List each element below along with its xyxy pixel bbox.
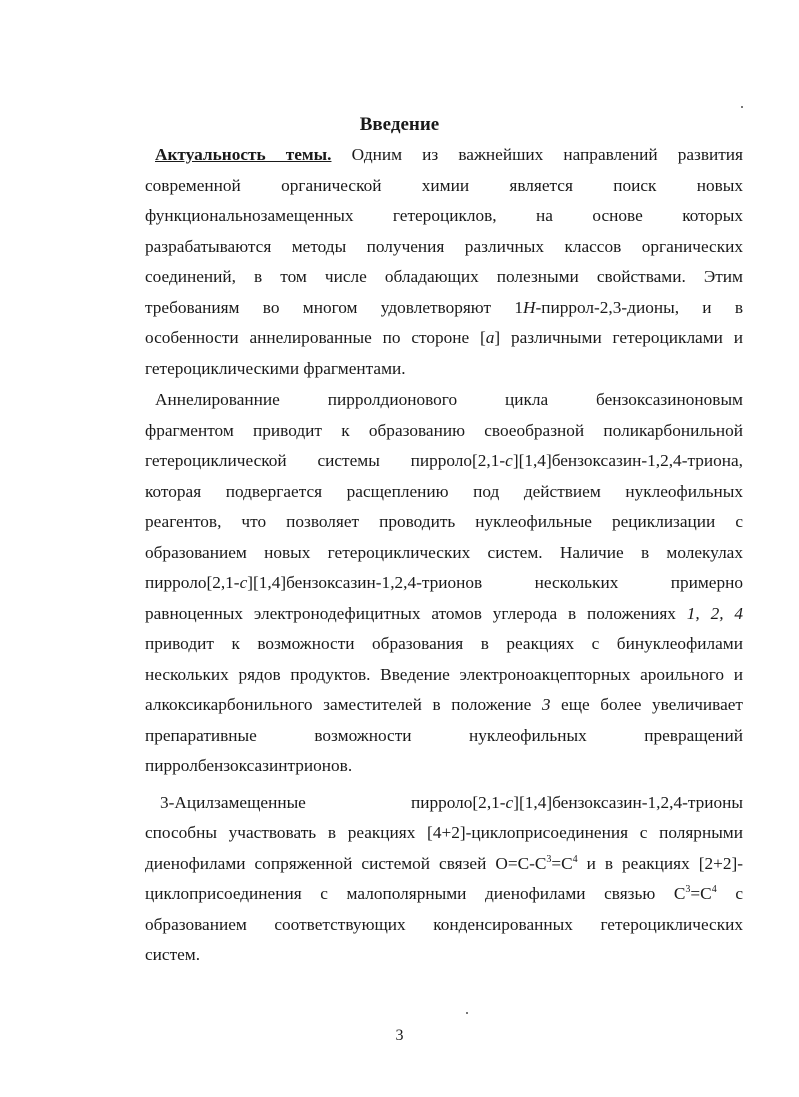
text-run: еще более увеличивает — [550, 695, 743, 714]
text-run: 1, 2, 4 — [686, 603, 743, 623]
text-line — [145, 910, 743, 941]
text-run: требованиям во многом удовлетворяют 1 — [145, 297, 523, 317]
text-run: современной органической химии является поиск новых — [145, 175, 743, 195]
text-line — [145, 201, 743, 232]
text-line — [145, 323, 743, 354]
text-line — [145, 879, 743, 910]
text-run: c — [239, 573, 248, 592]
text-run: ][1,4]бензоксазин-1,2,4-трионов нескольких примерно — [247, 573, 743, 592]
text-line — [145, 690, 743, 721]
page-number: 3 — [395, 1027, 404, 1044]
text-run: c — [505, 792, 514, 812]
text-run: приводит к возможности образования в реакциях с бинуклеофилами — [145, 634, 743, 653]
text-run: реагентов, что позволяет проводить нуклеофильные рециклизации с — [145, 512, 743, 531]
text-line — [145, 751, 743, 782]
text-run: диенофилами сопряженной системой связей O=C-C — [145, 853, 547, 873]
paragraph-relevance — [145, 140, 743, 384]
text-line — [145, 568, 743, 599]
text-run: H — [522, 297, 536, 317]
text-run: гетероциклическими фрагментами. — [145, 358, 406, 378]
paragraph-acyl-substituted — [145, 788, 743, 971]
text-run: соединений, в том числе обладающих полезными свойствами. Этим — [145, 267, 743, 286]
text-run: алкоксикарбонильного заместителей в положение — [145, 695, 542, 714]
superscript: 3 — [685, 884, 691, 895]
text-run: с — [716, 884, 743, 903]
text-line — [145, 446, 743, 477]
text-line — [145, 140, 743, 171]
text-line — [145, 293, 743, 324]
run-in-heading: Актуальность темы. — [155, 145, 332, 164]
text-run: равноценных электронодефицитных атомов углерода в положениях — [145, 603, 687, 623]
text-line — [145, 660, 743, 691]
text-line — [145, 232, 743, 263]
text-run: c — [505, 451, 513, 470]
text-run: ][1,4]бензоксазин-1,2,4-трионы — [513, 792, 743, 812]
text-run: Аннелированние пирролдионового цикла бензоксазиноновым — [155, 390, 743, 409]
text-line — [145, 171, 743, 202]
superscript: 4 — [711, 884, 717, 895]
text-run: нескольких рядов продуктов. Введение электроноакцепторных ароильного и — [145, 664, 743, 684]
text-run: и в реакциях [2+2]- — [577, 853, 743, 873]
text-run: особенности аннелированные по стороне [ — [145, 328, 486, 347]
text-run: =C — [551, 853, 573, 873]
text-line — [145, 940, 743, 971]
text-run: пирроло[2,1- — [145, 573, 240, 592]
text-run: -пиррол-2,3-дионы, и в — [535, 297, 744, 317]
text-run: образованием новых гетероциклических систем. Наличие в молекулах — [145, 542, 743, 562]
text-line — [145, 354, 743, 385]
scan-speck — [466, 1012, 468, 1014]
text-run: Одним из важнейших направлений развития — [331, 145, 743, 164]
text-line — [145, 507, 743, 538]
text-run: циклоприсоединения с малополярными диенофилами связью C — [145, 884, 686, 903]
text-line — [145, 599, 743, 630]
text-run: функциональнозамещенных гетероциклов, на основе которых — [145, 206, 743, 225]
superscript: 3 — [546, 853, 552, 865]
text-line — [145, 385, 743, 416]
text-run: которая подвергается расщеплению под действием нуклеофильных — [145, 481, 743, 501]
text-run: способны участвовать в реакциях [4+2]-циклоприсоединения с полярными — [145, 823, 743, 842]
text-run: ][1,4]бензоксазин-1,2,4-триона, — [512, 451, 743, 470]
text-line — [145, 262, 743, 293]
text-run: пирролбензоксазинтрионов. — [145, 756, 353, 775]
text-line — [145, 538, 743, 569]
text-run: 3 — [541, 695, 551, 714]
paragraph-annelation — [145, 385, 743, 782]
text-run: образованием соответствующих конденсированных гетероциклических — [145, 914, 743, 934]
text-run: препаративные возможности нуклеофильных превращений — [145, 725, 743, 745]
document-body — [145, 140, 743, 971]
text-line — [145, 721, 743, 752]
scan-speck — [741, 106, 743, 108]
text-line — [145, 788, 743, 819]
text-line — [145, 629, 743, 660]
text-line — [145, 849, 743, 880]
text-run: 3-Ацилзамещенные пирроло[2,1- — [160, 792, 506, 812]
text-run: a — [485, 328, 495, 347]
text-run: фрагментом приводит к образованию своеобразной поликарбонильной — [145, 420, 743, 440]
text-run: систем. — [145, 945, 201, 964]
text-line — [145, 416, 743, 447]
section-title: Введение — [359, 114, 440, 135]
superscript: 4 — [572, 853, 578, 865]
text-line — [145, 477, 743, 508]
text-run: =C — [690, 884, 712, 903]
text-line — [145, 818, 743, 849]
text-run: ] различными гетероциклами и — [494, 328, 743, 347]
text-run: разрабатываются методы получения различных классов органических — [145, 236, 743, 256]
text-run: гетероциклической системы пирроло[2,1- — [145, 451, 506, 470]
